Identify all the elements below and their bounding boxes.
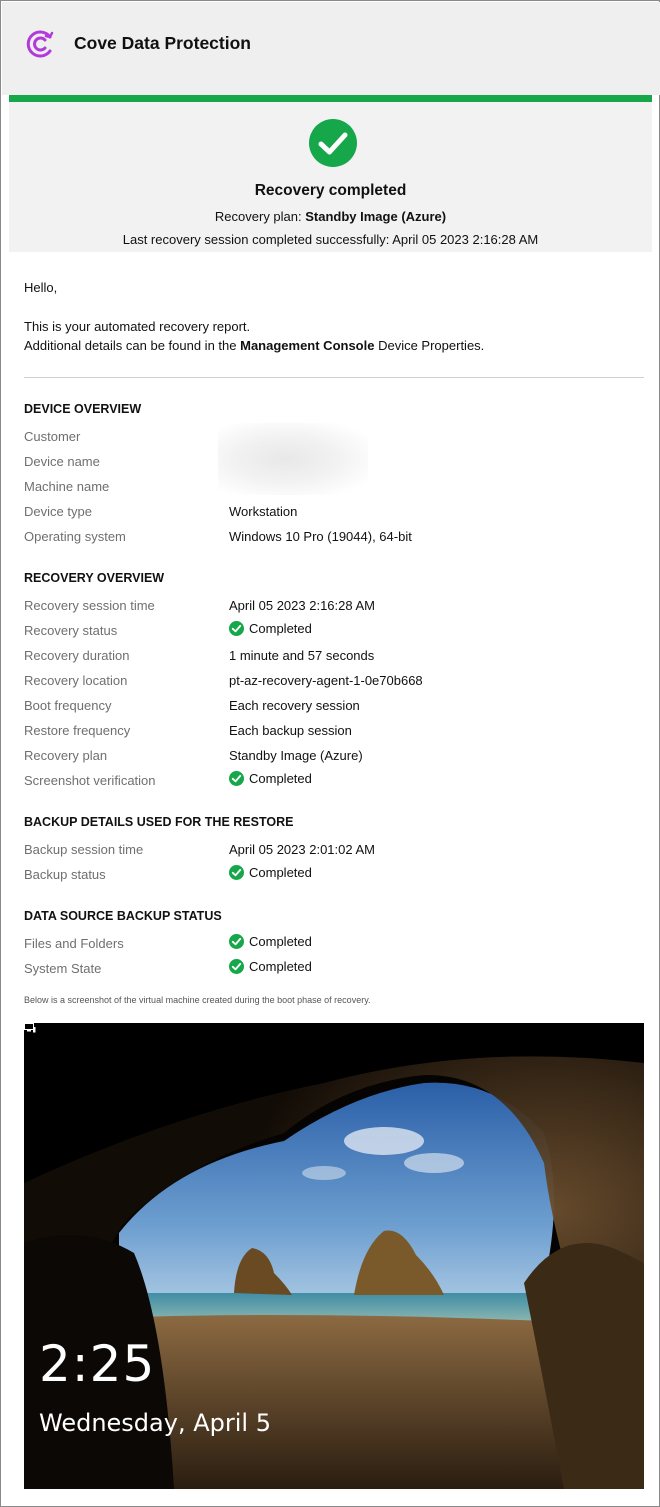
section-title-device: DEVICE OVERVIEW (24, 402, 142, 416)
header-bar (2, 2, 660, 95)
check-circle-icon (229, 934, 244, 949)
brand-name: Cove Data Protection (74, 33, 251, 53)
label-device-type: Device type (24, 504, 92, 519)
greeting: Hello, (24, 280, 58, 295)
value-system-state: Completed (229, 959, 312, 974)
label-recovery-location: Recovery location (24, 673, 128, 688)
redacted-values (218, 423, 368, 495)
label-screenshot-verification: Screenshot verification (24, 773, 156, 788)
banner-plan: Recovery plan: Standby Image (Azure) (214, 209, 447, 224)
lock-screen-date: Wednesday, April 5 (39, 1409, 271, 1437)
value-files-and-folders: Completed (229, 934, 312, 949)
value-recovery-session-time: April 05 2023 2:16:28 AM (229, 598, 375, 613)
label-backup-session-time: Backup session time (24, 842, 144, 857)
check-circle-icon (308, 118, 358, 168)
label-files-and-folders: Files and Folders (24, 936, 124, 951)
banner-title: Recovery completed (254, 182, 407, 199)
label-backup-status: Backup status (24, 867, 106, 882)
intro-line-2: Additional details can be found in the Management Console Device Properties. (24, 338, 485, 353)
label-customer: Customer (24, 429, 81, 444)
label-recovery-plan: Recovery plan (24, 748, 108, 763)
label-system-state: System State (24, 961, 102, 976)
value-boot-frequency: Each recovery session (229, 698, 360, 713)
label-operating-system: Operating system (24, 529, 126, 544)
label-restore-frequency: Restore frequency (24, 723, 131, 738)
value-recovery-status: Completed (229, 621, 312, 636)
cove-logo-icon (24, 28, 56, 60)
label-recovery-session-time: Recovery session time (24, 598, 155, 613)
check-circle-icon (229, 771, 244, 786)
label-boot-frequency: Boot frequency (24, 698, 112, 713)
check-circle-icon (229, 959, 244, 974)
section-title-recovery: RECOVERY OVERVIEW (24, 571, 165, 585)
vm-screenshot (24, 1023, 644, 1489)
banner-last-session: Last recovery session completed successfully: April 05 2023 2:16:28 AM (122, 232, 539, 247)
intro-line-1: This is your automated recovery report. (24, 319, 251, 334)
label-device-name: Device name (24, 454, 100, 469)
label-recovery-duration: Recovery duration (24, 648, 130, 663)
value-screenshot-verification: Completed (229, 771, 312, 786)
check-circle-icon (229, 865, 244, 880)
section-title-backup: BACKUP DETAILS USED FOR THE RESTORE (24, 815, 294, 829)
network-icon (24, 1023, 36, 1033)
value-operating-system: Windows 10 Pro (19044), 64-bit (229, 529, 412, 544)
divider (24, 377, 644, 378)
screenshot-caption: Below is a screenshot of the virtual machine created during the boot phase of recovery. (24, 995, 371, 1005)
value-backup-status: Completed (229, 865, 312, 880)
value-device-type: Workstation (229, 504, 298, 519)
value-recovery-duration: 1 minute and 57 seconds (229, 648, 375, 663)
management-console-text: Management Console (240, 338, 375, 353)
label-recovery-status: Recovery status (24, 623, 118, 638)
check-circle-icon (229, 621, 244, 636)
value-recovery-location: pt-az-recovery-agent-1-0e70b668 (229, 673, 423, 688)
section-title-data-source: DATA SOURCE BACKUP STATUS (24, 909, 222, 923)
value-restore-frequency: Each backup session (229, 723, 352, 738)
label-machine-name: Machine name (24, 479, 110, 494)
banner-plan-name: Standby Image (Azure) (305, 209, 447, 224)
lock-screen-time: 2:25 (39, 1335, 156, 1393)
value-backup-session-time: April 05 2023 2:01:02 AM (229, 842, 375, 857)
status-banner (9, 95, 652, 252)
value-recovery-plan: Standby Image (Azure) (229, 748, 363, 763)
